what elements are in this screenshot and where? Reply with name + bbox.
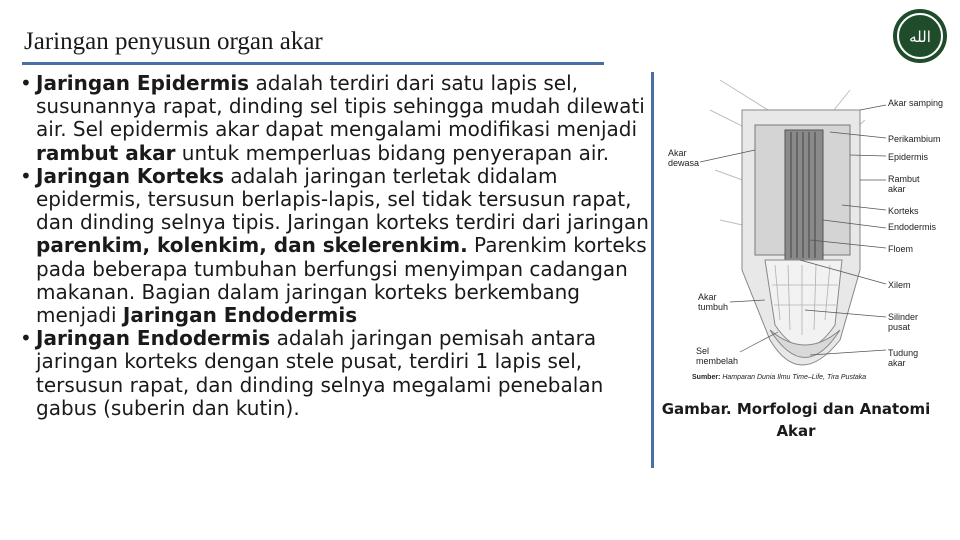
term-korteks: Jaringan Korteks <box>36 163 224 188</box>
label-perikambium: Perikambium <box>888 134 941 144</box>
label-xilem: Xilem <box>888 280 911 290</box>
label-akar-dewasa: Akar dewasa <box>668 148 700 168</box>
text-endodermis-1: adalah jaringan pemisah antara jaringan korteks dengan stele pusat, terdiri 1 lapis sel, tersusun rapat, dan dinding selnya megalami penebalan gabus (suberin dan kutin). <box>36 326 604 420</box>
page-title: Jaringan penyusun organ akar <box>24 28 323 55</box>
bullet-epidermis <box>20 72 660 165</box>
body-text <box>20 72 660 420</box>
logo-icon <box>892 8 948 64</box>
text-korteks-1: adalah jaringan terletak didalam epidermis, tersusun berlapis-lapis, sel tidak tersusun rapat, dan dinding selnya tipis. Jaringan korteks terdiri dari jaringan <box>36 163 649 235</box>
label-akar-samping: Akar samping <box>888 98 944 108</box>
text-epidermis-2: untuk memperluas bidang penyerapan air. <box>175 140 610 165</box>
bullet-dot: • <box>20 326 32 351</box>
label-silinder-pusat: Silinder pusat <box>888 312 919 332</box>
source-prefix: Sumber: <box>692 374 721 381</box>
label-rambut-akar: Rambut akar <box>888 174 920 194</box>
label-akar-tumbuh: Akar tumbuh <box>698 292 729 312</box>
label-sel-membelah: Sel membelah <box>696 346 739 366</box>
bullet-dot: • <box>20 71 32 95</box>
bullet-korteks <box>20 165 660 327</box>
label-floem: Floem <box>888 244 914 254</box>
figure-source <box>692 374 866 381</box>
bullet-endodermis <box>20 327 660 420</box>
term-endodermis: Jaringan Endodermis <box>36 326 271 351</box>
term-endodermis-inline: Jaringan Endodermis <box>122 303 358 328</box>
text-epidermis-1: adalah terdiri dari satu lapis sel, susunannya rapat, dinding sel tipis sehingga mudah dilewati air. Sel epidermis akar dapat mengalami modifikasi menjadi <box>36 71 645 142</box>
logo-text: الله <box>909 28 931 46</box>
text-korteks-2: Parenkim korteks pada beberapa tumbuhan berfungsi menyimpan cadangan makanan. Bagian dalam jaringan korteks berkembang menjadi <box>36 233 647 328</box>
bullet-dot: • <box>20 163 32 188</box>
label-korteks: Korteks <box>888 206 919 216</box>
root-anatomy-figure <box>660 70 956 390</box>
term-epidermis: Jaringan Epidermis <box>36 71 250 95</box>
figure-caption: Gambar. Morfologi dan Anatomi Akar <box>661 400 931 440</box>
label-endodermis: Endodermis <box>888 222 937 232</box>
label-epidermis: Epidermis <box>888 152 929 162</box>
label-tudung-akar: Tudung akar <box>888 348 919 368</box>
title-underline <box>22 62 604 65</box>
source-text: Hamparan Dunia Ilmu Time–Life, Tira Pustaka <box>720 374 867 381</box>
term-rambut-akar: rambut akar <box>36 140 176 165</box>
term-parenkim: parenkim, kolenkim, dan skelerenkim. <box>36 233 468 258</box>
